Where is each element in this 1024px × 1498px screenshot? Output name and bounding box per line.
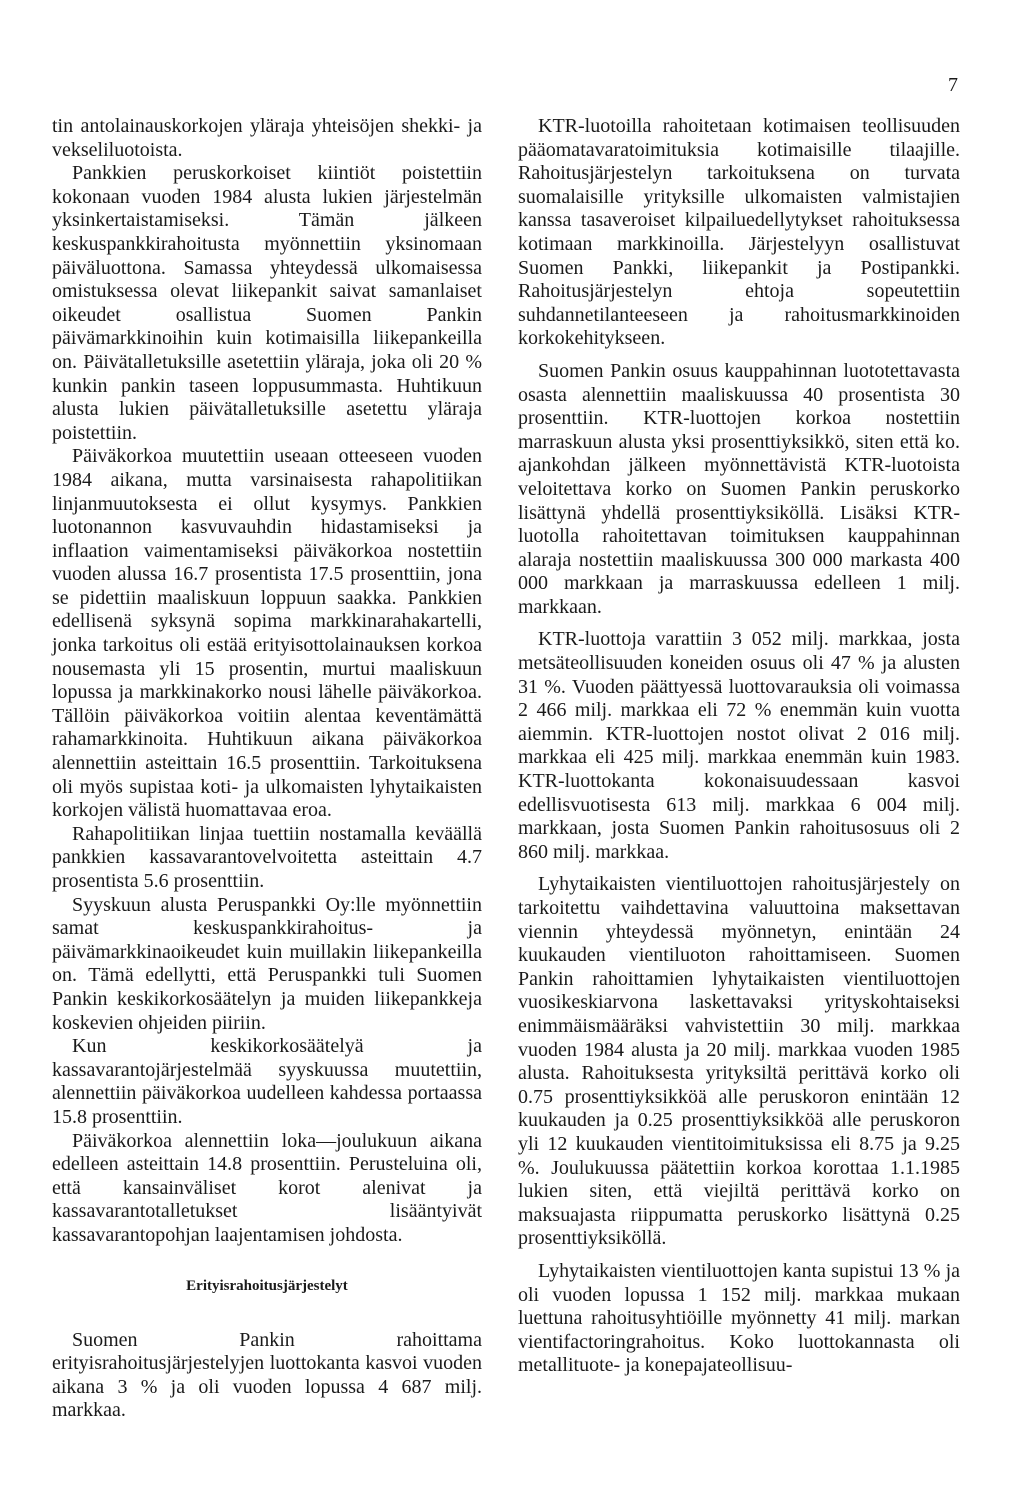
paragraph: Suomen Pankin osuus kauppahinnan luototettavasta osasta alennettiin maaliskuussa 40 prosentista 30 prosenttiin. KTR-luottojen korkoa nostettiin marraskuun alusta yksi prosenttiyksikkö, siten että ko. ajankohdan jälkeen myönnettävistä KTR-luotoista veloitettava korko on Suomen Pankin peruskorko lisättynä yhdellä prosenttiyksiköllä. Lisäksi KTR-luotolla rahoitettavan toimituksen kauppahinnan alaraja nostettiin maaliskuussa 300 000 markasta 400 000 markkaan ja marraskuussa edelleen 1 milj. markkaan. <box>518 359 960 618</box>
paragraph: Syyskuun alusta Peruspankki Oy:lle myönnettiin samat keskuspankkirahoitus- ja päivämarkkinaoikeudet kuin muillakin liikepankeilla on. Tämä edellytti, että Peruspankki tuli Suomen Pankin keskikorkosäätelyn ja muiden liikepankkeja koskevien ohjeiden piiriin. <box>52 893 482 1034</box>
paragraph: KTR-luotoilla rahoitetaan kotimaisen teollisuuden pääomatavaratoimituksia kotimaisille tilaajille. Rahoitusjärjestelyn tarkoituksena on turvata suomalaisille yrityksille ulkomaisten valmistajien kanssa tasaveroiset kilpailuedellytykset rahoituksessa kotimaan markkinoilla. Järjestelyyn osallistuvat Suomen Pankki, liikepankit ja Postipankki. Rahoitusjärjestelyn ehtoja sopeutettiin suhdannetilanteeseen ja rahoitusmarkkinoiden korkokehitykseen. <box>518 115 960 350</box>
paragraph: Pankkien peruskorkoiset kiintiöt poistettiin kokonaan vuoden 1984 alusta lukien järjestelmän yksinkertaistamiseksi. Tämän jälkeen keskuspankkirahoitusta myönnettiin yksinomaan päiväluottona. Samassa yhteydessä ulkomaisessa omistuksessa olevat liikepankit saivat samanlaiset oikeudet osallistua Suomen Pankin päivämarkkinoihin kuin kotimaisilla liikepankeilla on. Päivätalletuksille asetettiin yläraja, joka oli 20 % kunkin pankin taseen loppusummasta. Huhtikuun alusta lukien päivätalletuksille asetettu yläraja poistettiin. <box>52 162 482 444</box>
page-number: 7 <box>948 74 958 96</box>
paragraph: Kun keskikorkosäätelyä ja kassavarantojärjestelmää syyskuussa muutettiin, alennettiin päiväkorkoa uudelleen kahdessa portaassa 15.8 prosenttiin. <box>52 1035 482 1128</box>
paragraph: Suomen Pankin rahoittama erityisrahoitusjärjestelyjen luottokanta kasvoi vuoden aikana 3 % ja oli vuoden lopussa 4 687 milj. markkaa. <box>52 1328 482 1422</box>
section-heading: Erityisrahoitusjärjestelyt <box>186 1277 348 1294</box>
paragraph: Rahapolitiikan linjaa tuettiin nostamalla keväällä pankkien kassavarantovelvoitetta asteittain 4.7 prosentista 5.6 prosenttiin. <box>52 822 482 892</box>
paragraph: Päiväkorkoa alennettiin loka—joulukuun aikana edelleen asteittain 14.8 prosenttiin. Perusteluina oli, että kansainväliset korot alenivat ja kassavarantotalletukset lisääntyivät kassavarantopohjan laajentamisen johdosta. <box>52 1129 482 1246</box>
paragraph: Lyhytaikaisten vientiluottojen rahoitusjärjestely on tarkoitettu vaihdettavina valuuttoina maksettavan viennin yhteydessä myönnetyn, enintään 24 kuukauden vientiluoton rahoittamiseen. Suomen Pankin rahoittamien lyhytaikaisten vientiluottojen vuosikeskiarvona laskettavaksi yrityskohtaiseksi enimmäismääräksi vahvistettiin 30 milj. markkaa vuoden 1984 alusta ja 20 milj. markkaa vuoden 1985 alusta. Rahoituksesta yrityksiltä perittävä korko oli 0.75 prosenttiyksikköä alle peruskoron enintään 12 kuukauden ja 0.25 prosenttiyksikköä alle peruskoron yli 12 kuukauden vientitoimituksissa eli 8.75 ja 9.25 %. Joulukuussa päätettiin korkoa korottaa 1.1.1985 lukien siten, että viejiltä perittävä korko on maksuajasta riippumatta peruskorko lisättynä 0.25 prosenttiyksiköllä. <box>518 873 960 1250</box>
paragraph: Lyhytaikaisten vientiluottojen kanta supistui 13 % ja oli vuoden lopussa 1 152 milj. markkaa mukaan luettuna rahoitusyhtiöille myönnetty 41 milj. markan vientifactoringrahoitus. Koko luottokannasta oli metallituote- ja konepajateollisuu- <box>518 1259 960 1377</box>
left-column <box>52 115 482 1423</box>
paragraph: KTR-luottoja varattiin 3 052 milj. markkaa, josta metsäteollisuuden koneiden osuus oli 47 % ja alusten 31 %. Vuoden päättyessä luottovarauksia oli voimassa 2 466 milj. markkaa eli 72 % enemmän kuin vuotta aiemmin. KTR-luottojen nostot olivat 2 016 milj. markkaa eli 425 milj. markkaa enemmän kuin 1983. KTR-luottokanta kokonaisuudessaan kasvoi edellisvuotisesta 613 milj. markkaa 6 004 milj. markkaan, josta Suomen Pankin rahoitusosuus oli 2 860 milj. markkaa. <box>518 628 960 863</box>
paragraph: Päiväkorkoa muutettiin useaan otteeseen vuoden 1984 aikana, mutta varsinaisesta rahapolitiikan linjanmuutoksesta ei ollut kysymys. Pankkien luotonannon kasvuvauhdin hidastamiseksi ja inflaation vaimentamiseksi päiväkorkoa nostettiin vuoden alussa 16.7 prosentista 17.5 prosenttiin, jona se pidettiin maaliskuun loppuun saakka. Pankkien edellisenä syksynä sopima markkinarahakartelli, jonka tarkoitus oli estää erityisottolainauksen korkoa nousemasta yli 15 prosentin, murtui maaliskuun lopussa ja markkinakorko nousi lähelle päiväkorkoa. Tällöin päiväkorkoa voitiin alentaa keventämättä rahamarkkinoita. Huhtikuun aikana päiväkorkoa alennettiin asteittain 16.5 prosenttiin. Tarkoituksena oli myös supistaa koti- ja ulkomaisten lyhytaikaisten korkojen välistä huomattavaa eroa. <box>52 445 482 822</box>
paragraph: tin antolainauskorkojen yläraja yhteisöjen shekki- ja vekseliluotoista. <box>52 115 482 161</box>
right-column <box>518 115 960 1378</box>
